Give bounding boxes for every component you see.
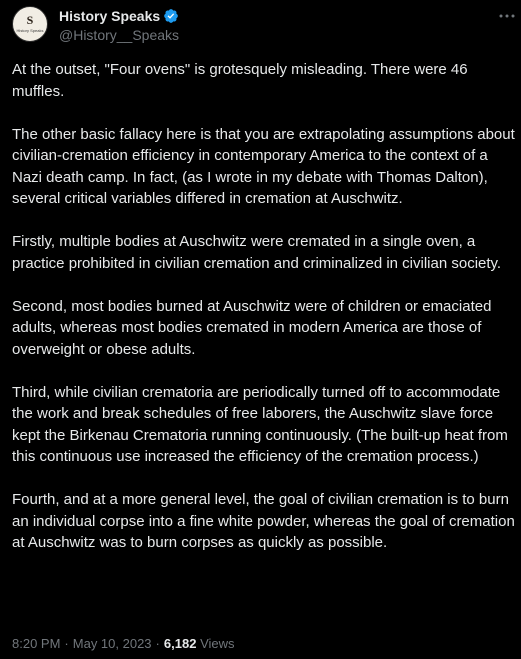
meta-separator: · — [155, 636, 160, 651]
tweet-time[interactable]: 8:20 PM — [12, 636, 61, 651]
name-row — [59, 6, 179, 26]
more-dots-icon[interactable] — [497, 8, 517, 24]
tweet-paragraph: Third, while civilian crematoria are periodically turned off to accommodate the work and break schedules of free laborers, the Auschwitz slave force kept the Birkenau Crematoria running continuously. (The built-up heat from this continuous use increased the efficiency of the cremation process.) — [12, 383, 508, 465]
tweet-paragraph: Fourth, and at a more general level, the goal of civilian cremation is to burn an individual corpse into a fine white powder, whereas the goal of cremation at Auschwitz was to burn corpses as quickly as possible. — [12, 491, 515, 551]
tweet-paragraph: Firstly, multiple bodies at Auschwitz were cremated in a single oven, a practice prohibited in civilian cremation and criminalized in civilian society. — [12, 233, 502, 272]
tweet-body — [12, 59, 520, 554]
author-display-name[interactable]: History Speaks — [59, 8, 161, 24]
views-count[interactable]: 6,182 — [163, 636, 197, 651]
views-label: Views — [200, 636, 235, 651]
verified-badge-icon[interactable] — [163, 8, 179, 24]
tweet-paragraph: The other basic fallacy here is that you are extrapolating assumptions about civilian-cremation efficiency in contemporary America to the context of a Nazi death camp. In fact, (as I wrote in my debate with Thomas Dalton), several critical variables differed in cremation at Auschwitz. — [12, 125, 515, 207]
tweet-header — [12, 4, 517, 44]
author-handle[interactable]: @History__Speaks — [59, 27, 180, 43]
tweet-paragraph: Second, most bodies burned at Auschwitz were of children or emaciated adults, whereas most bodies cremated in modern America are those of overweight or obese adults. — [12, 297, 492, 358]
tweet-meta — [12, 634, 235, 654]
tweet-paragraph: At the outset, "Four ovens" is grotesquely misleading. There were 46 muffles. — [12, 61, 468, 100]
avatar-logo-text: History Speaks — [16, 28, 44, 33]
avatar[interactable] — [12, 6, 48, 42]
author-block — [59, 6, 179, 44]
avatar-logo-mark: S — [26, 13, 34, 27]
meta-separator: · — [64, 636, 69, 651]
tweet-date[interactable]: May 10, 2023 — [72, 636, 152, 651]
